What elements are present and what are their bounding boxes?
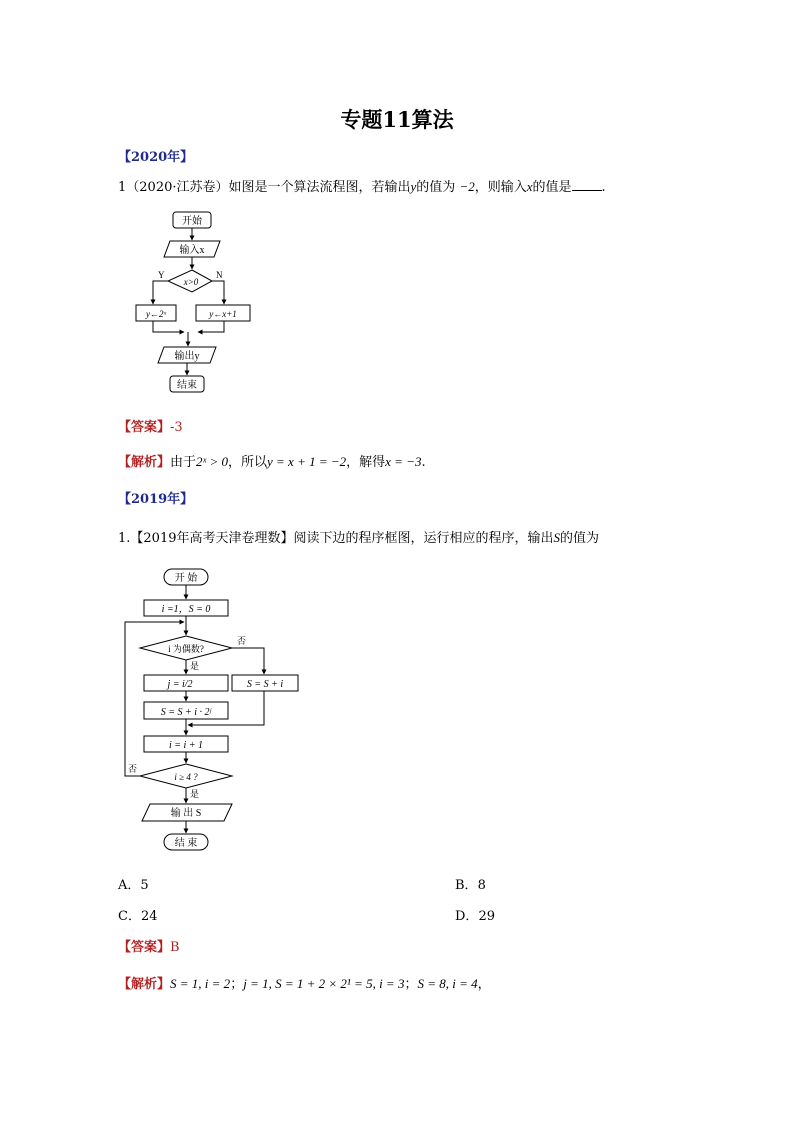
option-b[interactable] [455,874,486,893]
fc19-start-text: 开 始 [174,573,198,584]
fc20-output-text: 输出y [174,351,200,362]
value-minus-2: −2 [459,179,475,194]
explain-2019-p4: S = 8, i = 4 [417,976,478,991]
explain-label-2019: 【解析】 [118,977,171,992]
explanation-2020 [118,451,426,470]
section-label-2019: 【2019年】 [118,492,194,507]
answer-label-2019: 【答案】 [118,940,171,955]
option-a-value: 5 [140,878,149,893]
fc19-box-i-text: i = i + 1 [168,740,204,751]
question-2020-prefix: 1（2020·江苏卷）如图是一个算法流程图，若输出 [118,180,411,195]
explain-2019-p2: j = 1, S = 1 + 2 × 2¹ = 5, i = 3 [243,976,405,991]
section-label-2020: 【2020年】 [118,150,194,165]
answer-value-2019: B [170,940,180,955]
answer-2019 [118,936,180,955]
question-2019-tail: 的值为 [560,531,600,546]
fc20-input-text: 输入x [179,245,205,256]
option-d[interactable] [455,905,495,924]
option-d-value: 29 [478,909,495,924]
question-2020-tail: 的值是 [532,180,572,195]
explain-2019-p0: S = 1, i = 2 [170,976,231,991]
explain-label-2020: 【解析】 [118,455,171,470]
option-b-value: 8 [477,878,486,893]
explain-2019-p1: ； [230,977,244,992]
explain-2019-p5: ， [477,977,491,992]
fc19-cond1-text: i 为偶数? [168,644,204,654]
fc19-output-text: 输 出 S [170,808,202,819]
var-s: S [553,530,560,545]
answer-label-2020: 【答案】 [118,420,171,435]
explain-2020-p0: 由于 [170,455,197,470]
option-c[interactable] [118,905,158,924]
fc19-box-j-text: j = i/2 [167,679,193,690]
question-2020 [118,176,606,195]
fc19-box-s1-text: S = S + i · 2ʲ [160,707,212,718]
var-y: y [410,179,417,194]
fc20-right-text: y←x+1 [209,309,237,319]
explain-2019-p3: ； [404,977,418,992]
explanation-2019 [118,973,491,992]
option-c-letter: C． [118,909,141,924]
option-a[interactable] [118,874,149,893]
answer-value-2020: -3 [170,420,183,435]
fc19-no2-label: 否 [128,764,138,774]
explain-2020-p1: 2ˣ > 0 [196,454,228,469]
fc20-no-label: N [216,270,223,280]
fc19-end-text: 结 束 [174,838,198,849]
fc20-end-text: 结束 [177,380,197,391]
fc19-cond2-text: i ≥ 4 ? [174,772,198,782]
question-2020-end: . [601,180,606,195]
explain-2020-p5: x = −3 [385,454,422,469]
option-d-letter: D． [455,909,479,924]
fc19-no1-label: 否 [237,636,247,646]
question-2019-prefix: 1.【2019年高考天津卷理数】阅读下边的程序框图，运行相应的程序，输出 [118,531,554,546]
question-2020-after: ，则输入 [474,180,527,195]
fc19-init-text: i =1，S = 0 [161,604,211,615]
flowchart-2019 [120,565,310,855]
fc20-left-text: y←2ˣ [145,309,167,319]
fc19-yes1-label: 是 [190,661,200,671]
fc20-condition-text: x>0 [183,277,199,287]
page-title: 专题11算法 [340,107,454,132]
explain-2020-p2: ，所以 [227,455,267,470]
option-b-letter: B． [455,878,478,893]
fc19-yes2-label: 是 [190,789,200,799]
option-c-value: 24 [140,909,158,924]
question-2019 [118,527,599,546]
explain-2020-p3: y = x + 1 = −2 [267,454,347,469]
question-2020-mid: 的值为 [416,180,456,195]
option-a-letter: A． [118,878,141,893]
fc20-yes-label: Y [158,270,165,280]
fc19-box-s2-text: S = S + i [246,679,284,690]
var-x: x [526,179,533,194]
explain-2020-p4: ，解得 [346,455,386,470]
answer-blank [572,178,602,191]
flowchart-2020 [130,205,260,397]
explain-2020-p6: . [421,455,426,470]
fc20-start-text: 开始 [182,216,202,227]
answer-2020 [118,416,183,435]
